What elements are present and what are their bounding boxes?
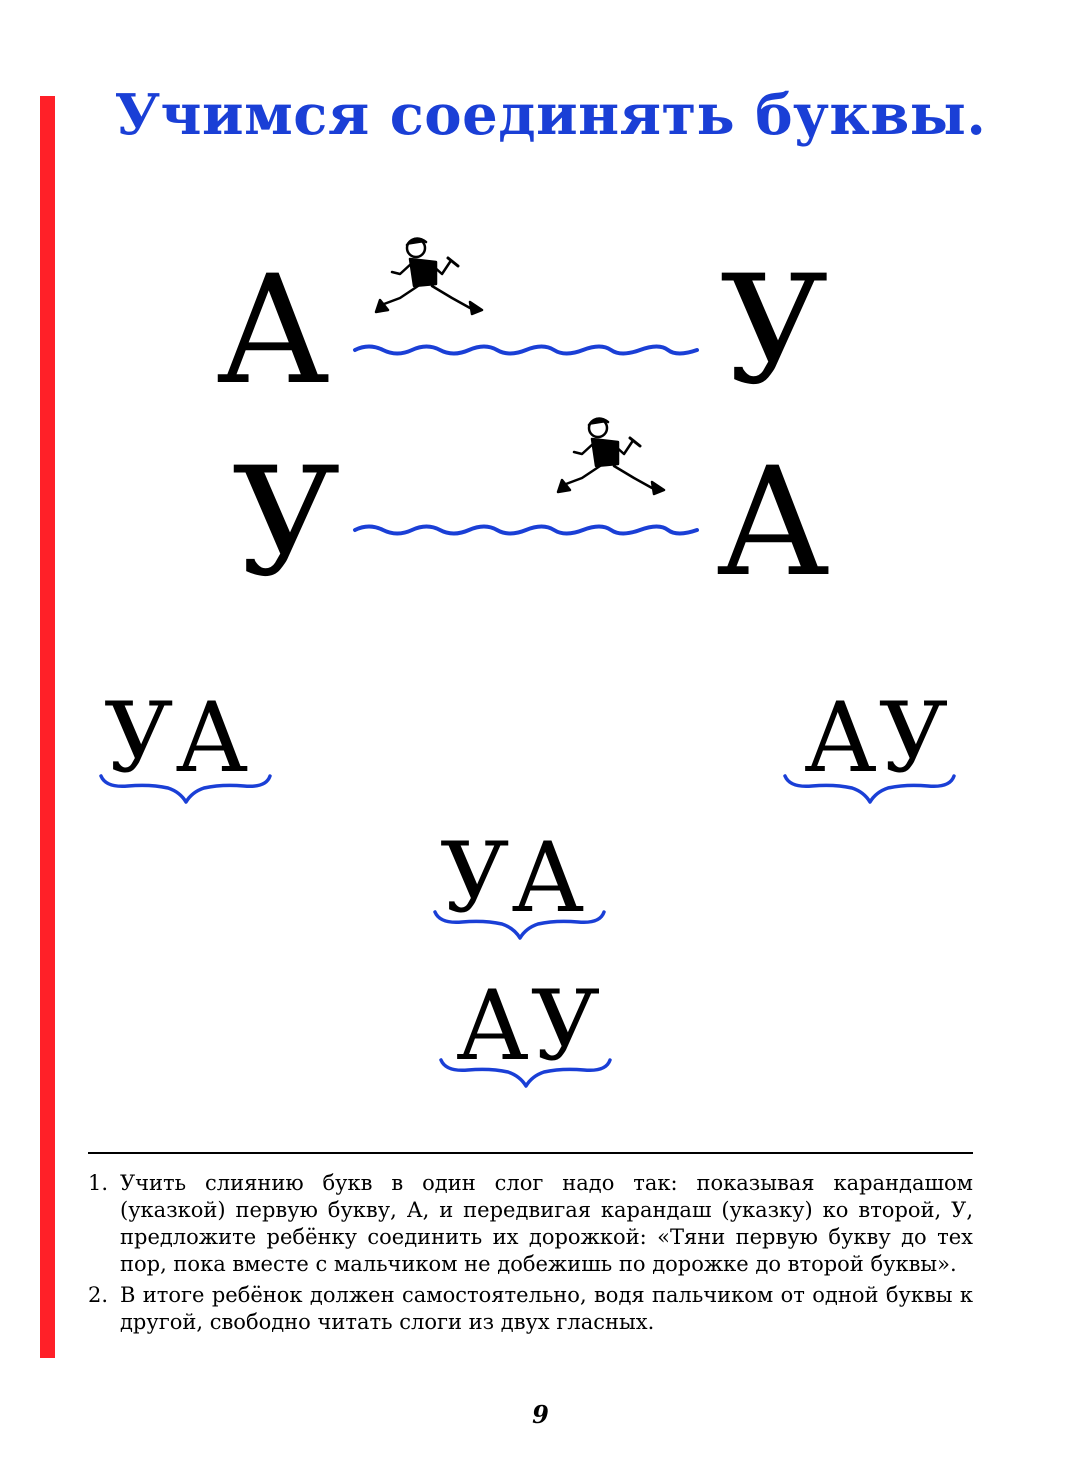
footnote-item bbox=[88, 1170, 973, 1278]
footnote-number: 1. bbox=[88, 1171, 109, 1195]
wavy-track bbox=[355, 340, 697, 360]
row2-right-letter: А bbox=[716, 436, 830, 610]
accent-bar bbox=[40, 96, 55, 1358]
wavy-underline bbox=[98, 770, 273, 806]
wavy-underline bbox=[438, 1054, 613, 1090]
footnote-number: 2. bbox=[88, 1283, 109, 1307]
footnotes bbox=[88, 1170, 973, 1340]
row1-left-letter: А bbox=[216, 244, 330, 418]
wavy-underline bbox=[782, 770, 957, 806]
wavy-underline bbox=[432, 906, 607, 942]
syllable-center-1: УА bbox=[440, 822, 587, 934]
running-boy-icon bbox=[370, 232, 486, 324]
footnote-text: В итоге ребёнок должен самостоятельно, водя пальчиком от одной буквы к другой, свободно читать слоги из двух гласных. bbox=[120, 1283, 973, 1334]
footnote-item bbox=[88, 1282, 973, 1336]
page-title: Учимся соединять буквы. bbox=[114, 82, 987, 148]
syllable-center-2: АУ bbox=[456, 970, 603, 1082]
running-boy-icon bbox=[552, 412, 668, 504]
footnote-divider bbox=[88, 1152, 973, 1154]
syllable-top-right: АУ bbox=[804, 682, 951, 794]
footnote-text: Учить слиянию букв в один слог надо так: показывая карандашом (указкой) первую букву, А, и передвигая карандаш (указку) ко второй, У, предложите ребёнку соединить их дорожкой: «Тяни первую букву до тех пор, пока вместе с мальчиком не добежишь по дорожке до второй буквы». bbox=[120, 1171, 973, 1276]
row2-left-letter: У bbox=[232, 436, 341, 610]
wavy-track bbox=[355, 520, 697, 540]
syllable-top-left: УА bbox=[104, 682, 251, 794]
row1-right-letter: У bbox=[720, 244, 829, 418]
page-number: 9 bbox=[532, 1400, 549, 1429]
